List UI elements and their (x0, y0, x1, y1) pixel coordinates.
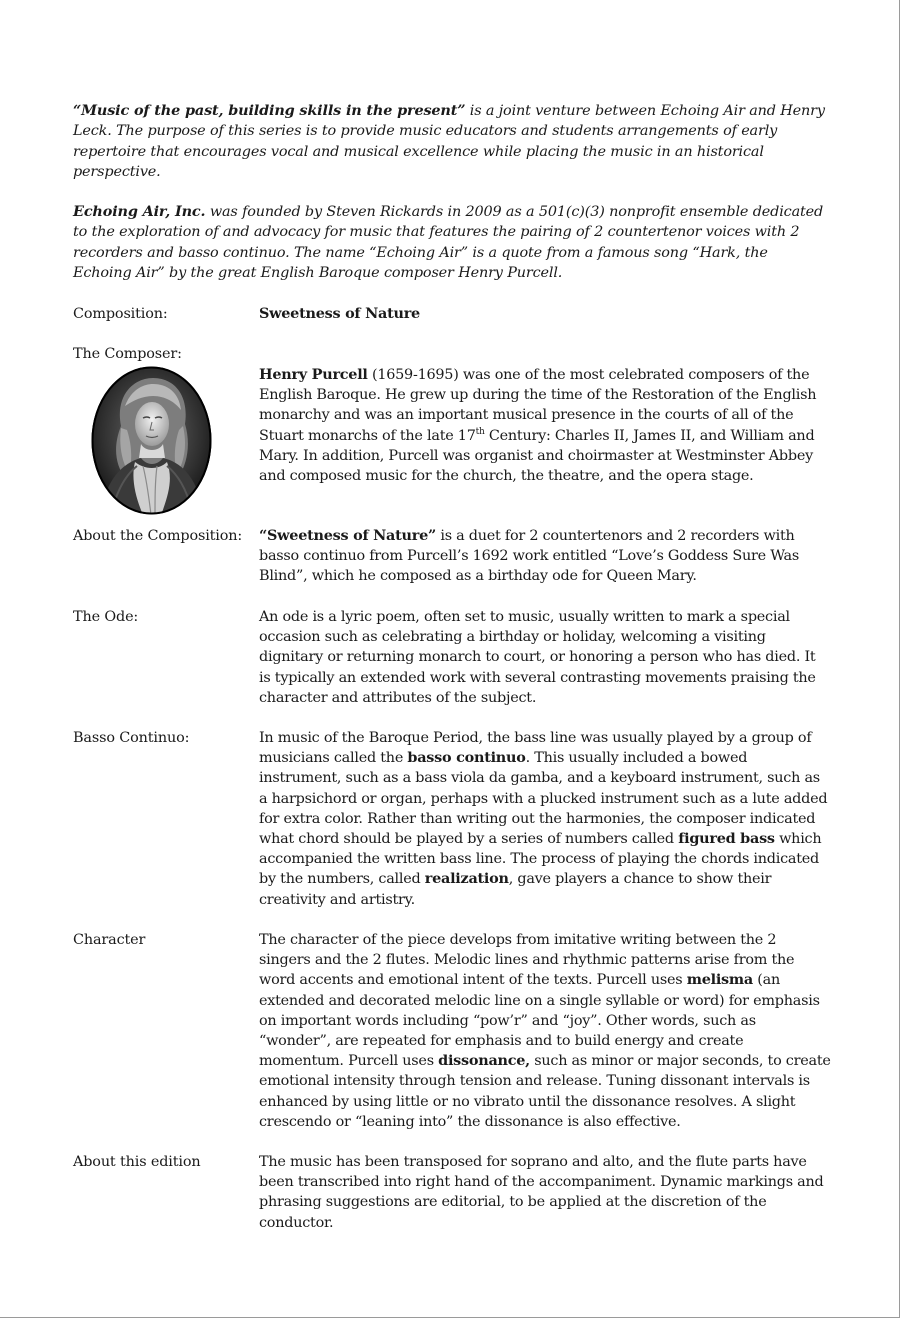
series-title: “Music of the past, building skills in the present” (73, 102, 466, 119)
about-composition-text: is a duet for 2 countertenors and 2 recorders with basso continuo from Purcell’s 1692 work entitled “Love’s Goddess Sure Was Blind”, which he composed as a birthday ode for Queen Mary. (259, 528, 799, 585)
character-text-2: (an extended and decorated melodic line on a single syllable or word) for emphasis on important words including “pow’r” and “joy”. Other words, such as “wonder”, are repeated for emphasis and to build energy and create momentum. Purcell uses (259, 972, 820, 1070)
character-paragraph (259, 930, 831, 1132)
composer-portrait (91, 366, 212, 515)
composer-bio-superscript: th (475, 426, 485, 437)
composition-label: Composition: (73, 306, 168, 322)
organization-name: Echoing Air, Inc. (73, 203, 206, 220)
basso-text-2: . This usually included a bowed instrument, such as a bass viola da gamba, and a keyboard instrument, such as a harpsichord or organ, perhaps with a plucked instrument such as a lute added for extra color. Rather than writing out the harmonies, the composer indicated what chord should be played by a series of numbers called (259, 750, 828, 848)
composer-name: Henry Purcell (259, 366, 368, 383)
basso-term-figured-bass: figured bass (678, 830, 775, 848)
composer-bio-part-1: (1659-1695) was one of the most celebrated composers of the English Baroque. He grew up during the time of the Restoration of the English monarchy and was an important musical presence in the courts of all of the Stuart monarchs of the late 17 (259, 367, 817, 444)
edition-paragraph: The music has been transposed for soprano and alto, and the flute parts have been transcribed into right hand of the accompaniment. Dynamic markings and phrasing suggestions are editorial, to be applied at the discretion of the conductor. (259, 1154, 824, 1231)
edition-label: About this edition (73, 1154, 201, 1170)
composition-title (259, 304, 831, 324)
character-term-dissonance: dissonance, (438, 1052, 530, 1070)
ode-paragraph: An ode is a lyric poem, often set to music, usually written to mark a special occasion such as celebrating a birthday or holiday, welcoming a visiting dignitary or returning monarch to court, or honoring a person who has died. It is typically an extended work with several contrasting movements praising the character and attributes of the subject. (259, 609, 816, 706)
character-text-3: such as minor or major seconds, to create emotional intensity through tension and release. Tuning dissonant intervals is enhanced by using little or no vibrato until the dissonance resolves. A slight crescendo or “leaning into” the dissonance is also effective. (259, 1053, 831, 1130)
about-composition-paragraph (259, 526, 831, 587)
character-term-melisma: melisma (686, 971, 753, 989)
basso-text-1: In music of the Baroque Period, the bass line was usually played by a group of musicians called the (259, 730, 812, 767)
basso-text-3: which accompanied the written bass line. The process of playing the chords indicated by the numbers, called (259, 831, 822, 888)
composer-bio-part-2: Century: Charles II, James II, and William and Mary. In addition, Purcell was organist and choirmaster at Westminster Abbey and composed music for the church, the theatre, and the opera stage. (259, 427, 815, 485)
about-composition-title: “Sweetness of Nature” (259, 527, 437, 544)
basso-term-basso-continuo: basso continuo (407, 749, 526, 767)
composer-paragraph (259, 365, 831, 486)
ode-label: The Ode: (73, 609, 139, 625)
composer-label: The Composer: (73, 346, 182, 362)
character-label: Character (73, 932, 146, 948)
series-description: is a joint venture between Echoing Air and Henry Leck. The purpose of this series is to provide music educators and students arrangements of early repertoire that encourages vocal and musical excellence while placing the music in an historical perspective. (73, 103, 825, 180)
composition-title-text: Sweetness of Nature (259, 305, 420, 322)
organization-description: was founded by Steven Rickards in 2009 as a 501(c)(3) nonprofit ensemble dedicated to the exploration of and advocacy for music that features the pairing of 2 countertenor voices with 2 recorders and basso continuo. The name “Echoing Air” is a quote from a famous song “Hark, the Echoing Air” by the great English Baroque composer Henry Purcell. (73, 204, 824, 281)
basso-continuo-label: Basso Continuo: (73, 730, 190, 746)
basso-continuo-paragraph (259, 728, 831, 910)
character-text-1: The character of the piece develops from imitative writing between the 2 singers and the 2 flutes. Melodic lines and rhythmic patterns arise from the word accents and emotional intent of the texts. Purcell uses (259, 932, 795, 989)
basso-term-realization: realization (424, 870, 509, 888)
intro-paragraph-series (73, 101, 829, 182)
basso-text-4: , gave players a chance to show their creativity and artistry. (259, 871, 772, 908)
intro-paragraph-echoing-air (73, 202, 829, 283)
about-composition-label: About the Composition: (73, 528, 243, 544)
